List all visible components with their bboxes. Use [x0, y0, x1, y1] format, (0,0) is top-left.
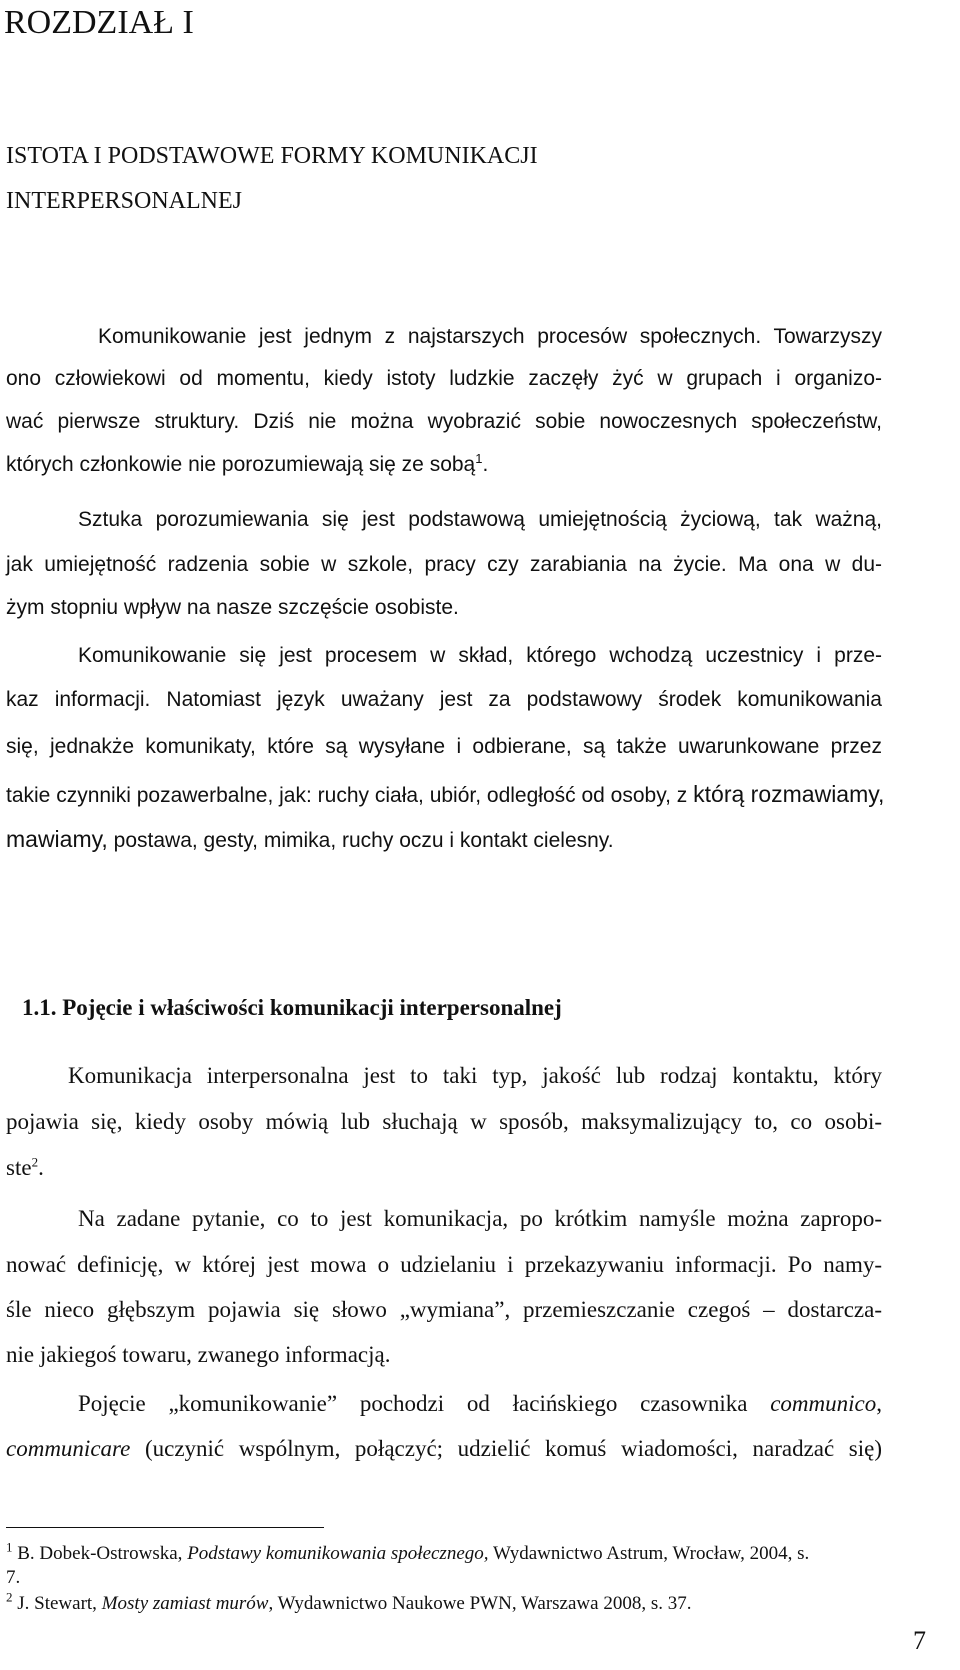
- footnote-number: 2: [6, 1589, 13, 1605]
- section-heading: 1.1. Pojęcie i właściwości komunikacji interpersonalnej: [22, 995, 562, 1020]
- paragraph-line: się, jednakże komunikaty, które są wysyłane i odbierane, są także uwarunkowane przez: [6, 735, 882, 758]
- paragraph-line: nować definicję, w której jest mowa o udzielaniu i przekazywaniu informacji. Po namy-: [6, 1252, 882, 1277]
- paragraph-line: [6, 1434, 882, 1464]
- paragraph-line: pojawia się, kiedy osoby mówią lub słuchają w sposób, maksymalizujący to, co osobi-: [6, 1109, 882, 1134]
- footnote-ref: 1: [475, 451, 483, 466]
- paragraph-line: których członkowie nie porozumiewają się ze sobą$^1$.: [6, 451, 489, 476]
- paragraph-line: Pojęcie „komunikowanie” pochodzi od łacińskiego czasownika communico,: [78, 1391, 882, 1416]
- footnote-separator: [6, 1527, 324, 1528]
- paragraph-line: ste$^2$.: [6, 1154, 44, 1180]
- latin-term: communicare: [6, 1436, 131, 1461]
- paragraph-text: takie czynniki pozawerbalne, jak: ruchy ciała, ubiór, odległość od osoby, z: [6, 784, 688, 807]
- paragraph-line: [6, 779, 885, 809]
- paragraph-text: postawa, gesty, mimika, ruchy oczu i kontakt cielesny.: [113, 829, 614, 852]
- footnote-publisher: , Wydawnictwo Naukowe PWN, Warszawa 2008, s. 37.: [268, 1593, 692, 1614]
- footnote-author: B. Dobek-Ostrowska,: [17, 1543, 183, 1564]
- footnote-1-continuation: 7.: [6, 1567, 21, 1588]
- paragraph-line: Komunikowanie jest jednym z najstarszych procesów społecznych. Towarzyszy: [98, 325, 882, 348]
- paragraph-line: [6, 824, 882, 854]
- paragraph-text: ste: [6, 1155, 32, 1180]
- footnote-title: Mosty zamiast murów: [101, 1593, 269, 1614]
- paragraph-line: nie jakiegoś towaru, zwanego informacją.: [6, 1342, 391, 1367]
- paragraph-text: (uczynić wspólnym, połączyć; udzielić komuś wiadomości, naradzać się): [144, 1436, 883, 1461]
- paragraph-text: Pojęcie „komunikowanie” pochodzi od łacińskiego czasownika: [78, 1391, 748, 1416]
- footnote-publisher: Wydawnictwo Astrum, Wrocław, 2004, s.: [492, 1543, 810, 1564]
- paragraph-text: którą rozmawiamy,: [693, 781, 885, 807]
- paragraph-line: Sztuka porozumiewania się jest podstawową umiejętnością życiową, tak ważną,: [78, 508, 882, 531]
- footnote-title: Podstawy komunikowania społecznego,: [187, 1543, 489, 1564]
- paragraph-line: Na zadane pytanie, co to jest komunikacja, po krótkim namyśle można zapropo-: [78, 1206, 882, 1231]
- chapter-title-line-1: ISTOTA I PODSTAWOWE FORMY KOMUNIKACJI: [6, 143, 538, 169]
- paragraph-line: śle nieco głębszym pojawia się słowo „wymiana”, przemieszczanie czegoś – dostarcza-: [6, 1297, 882, 1322]
- paragraph-line: jak umiejętność radzenia sobie w szkole, pracy czy zarabiania na życie. Ma ona w du-: [6, 553, 882, 576]
- paragraph-text: których członkowie nie porozumiewają się ze sobą: [6, 453, 476, 476]
- chapter-heading: ROZDZIAŁ I: [4, 4, 194, 41]
- footnote-1: [6, 1539, 906, 1566]
- paragraph-text: mawiamy,: [6, 826, 108, 852]
- paragraph-line: żym stopniu wpływ na nasze szczęście osobiste.: [6, 596, 459, 619]
- chapter-title-line-2: INTERPERSONALNEJ: [6, 188, 243, 214]
- paragraph-line: Komunikowanie się jest procesem w skład, którego wchodzą uczestnicy i prze-: [78, 644, 882, 667]
- latin-term: communico: [770, 1391, 877, 1416]
- paragraph-line: wać pierwsze struktury. Dziś nie można wyobrazić sobie nowoczesnych społeczeństw,: [6, 410, 882, 433]
- page-number: 7: [913, 1626, 926, 1655]
- footnote-author: J. Stewart,: [17, 1593, 97, 1614]
- paragraph-line: Komunikacja interpersonalna jest to taki typ, jakość lub rodzaj kontaktu, który: [68, 1063, 882, 1088]
- paragraph-line: ono człowiekowi od momentu, kiedy istoty ludzkie zaczęły żyć w grupach i organizo-: [6, 367, 882, 390]
- paragraph-line: kaz informacji. Natomiast język uważany jest za podstawowy środek komunikowania: [6, 688, 882, 711]
- footnote-ref: 2: [31, 1154, 39, 1170]
- footnote-2: [6, 1589, 906, 1616]
- footnote-number: 1: [6, 1539, 13, 1555]
